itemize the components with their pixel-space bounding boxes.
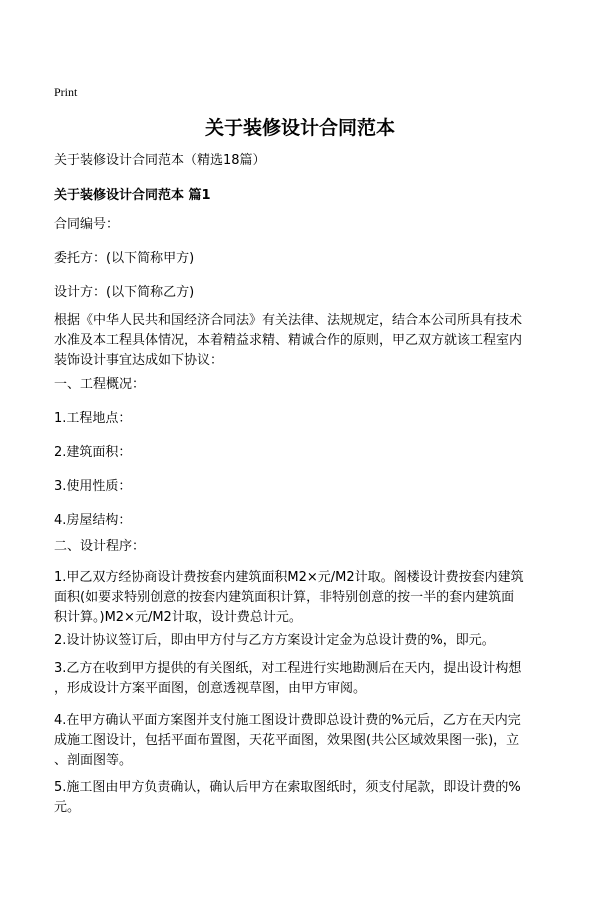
contract-number-field: 合同编号： xyxy=(54,217,120,232)
procedure-item-1 xyxy=(54,568,554,628)
overview-item-location: 1.工程地点： xyxy=(54,411,132,426)
procedure-item-5 xyxy=(54,778,554,818)
print-label: Print xyxy=(54,85,78,99)
paragraph-line: 、剖面图等。 xyxy=(54,753,133,768)
paragraph-line: 成施工图设计，包括平面布置图，天花平面图，效果图(共公区域效果图一张)，立 xyxy=(54,733,520,748)
overview-item-structure: 4.房屋结构： xyxy=(54,513,132,528)
paragraph-line: 3.乙方在收到甲方提供的有关图纸，对工程进行实地勘测后在天内，提出设计构想 xyxy=(54,661,522,676)
procedure-item-4 xyxy=(54,711,554,771)
section-title-procedure: 二、设计程序： xyxy=(54,539,146,554)
intro-paragraph xyxy=(54,311,554,371)
paragraph-line: 5.施工图由甲方负责确认，确认后甲方在索取图纸时，须支付尾款，即设计费的% xyxy=(54,780,521,795)
paragraph-line: ，形成设计方案平面图，创意透视草图，由甲方审阅。 xyxy=(54,681,367,696)
paragraph-line: 1.甲乙双方经协商设计费按套内建筑面积M2×元/M2计取。阁楼设计费按套内建筑 xyxy=(54,570,524,585)
paragraph-line: 装饰设计事宜达成如下协议： xyxy=(54,353,224,368)
paragraph-line: 2.设计协议签订后，即由甲方付与乙方方案设计定金为总设计费的%，即元。 xyxy=(54,633,495,648)
paragraph-line: 面积(如要求特别创意的按套内建筑面积计算，非特别创意的按一半的套内建筑面 xyxy=(54,590,515,605)
client-party-line: 委托方：(以下简称甲方) xyxy=(54,251,195,266)
procedure-item-3 xyxy=(54,659,554,699)
paragraph-line: 4.在甲方确认平面方案图并支付施工图设计费即总设计费的%元后，乙方在天内完 xyxy=(54,713,521,728)
section-heading: 关于装修设计合同范本 篇1 xyxy=(54,188,211,203)
section-title-overview: 一、工程概况： xyxy=(54,377,146,392)
paragraph-line: 元。 xyxy=(54,800,81,815)
paragraph-line: 水准及本工程具体情况，本着精益求精、精诚合作的原则，甲乙双方就该工程室内 xyxy=(54,333,523,348)
overview-item-area: 2.建筑面积： xyxy=(54,445,132,460)
document-subtitle: 关于装修设计合同范本（精选18篇） xyxy=(54,153,266,168)
overview-item-usage: 3.使用性质： xyxy=(54,479,132,494)
designer-party-line: 设计方：(以下简称乙方) xyxy=(54,285,195,300)
procedure-item-2 xyxy=(54,631,554,651)
page-title: 关于装修设计合同范本 xyxy=(204,117,395,139)
paragraph-line: 积计算。)M2×元/M2计取，设计费总计元。 xyxy=(54,610,302,625)
paragraph-line: 根据《中华人民共和国经济合同法》有关法律、法规规定，结合本公司所具有技术 xyxy=(54,313,523,328)
